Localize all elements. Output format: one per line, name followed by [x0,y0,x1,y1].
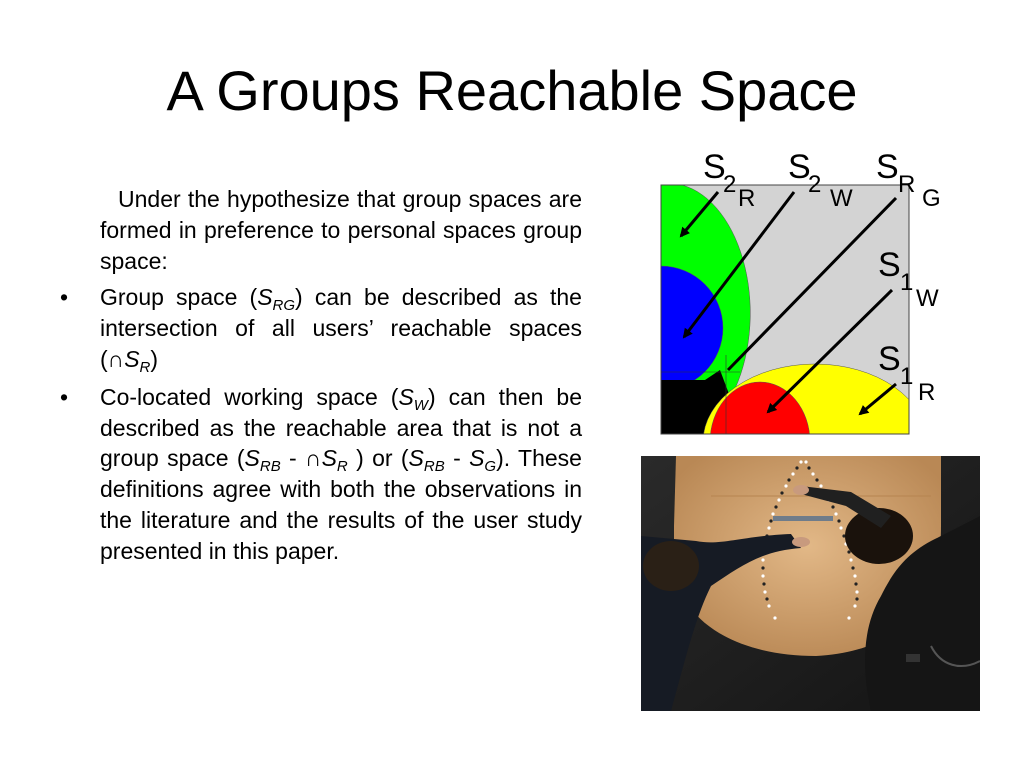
label-s1w-s: S [878,246,901,284]
label-srg-n: R [898,171,916,198]
body-text [60,184,582,574]
b1-post: ) [150,345,159,372]
label-s1r-s: S [878,340,901,378]
label-s2r-n: 2 [723,171,737,198]
label-s1r-n: 1 [900,363,914,390]
slide-title: A Groups Reachable Space [166,59,858,122]
intro-paragraph [60,184,582,276]
label-s1w-l: W [916,285,939,312]
b2-sub2: RB [259,458,281,476]
b2-mid4: - [444,445,470,472]
bullet-marker: • [60,284,69,311]
b1-sub: RG [272,297,296,315]
reachable-space-diagram [660,150,960,440]
b2-sym5: S [469,445,485,472]
overhead-photo [641,456,980,711]
b1-sym: S [257,284,273,311]
b2-mid3: ) or ( [347,445,409,472]
photo-device [906,654,920,662]
overhead-photo-svg [641,456,980,711]
b2-sub3: R [336,458,348,476]
b2-sym: S [398,383,414,410]
photo-ruler [773,516,833,521]
b2-sym3: S [321,445,337,472]
b2-post: ). These definitions agree with both the observations in the literature and the results of the user study presented in this paper. [100,445,582,564]
bullet-group-space [60,282,582,374]
b2-sub5: G [484,458,497,476]
label-s2w-n: 2 [808,171,822,198]
b2-sym4: S [408,445,424,472]
b1-mid: ) can be described as the intersection of all users’ reachable spaces (∩ [100,284,582,372]
b2-pre: Co-located working space ( [100,383,399,410]
b1-sym2: S [124,345,140,372]
person-left-head [643,541,699,591]
b2-mid2: - ∩ [280,445,322,472]
person-left-hand [792,537,810,547]
label-s2r-l: R [738,185,756,212]
person-right-hand [793,485,809,495]
label-s1r-l: R [918,379,936,406]
b2-mid1: ) can then be described as the reachable area that is not a group space ( [100,383,582,472]
bullet-working-space [60,382,582,567]
b2-sub: W [413,396,428,414]
label-s1w-n: 1 [900,269,914,296]
label-s2w-s: S [788,150,811,186]
b1-sub2: R [139,358,151,376]
label-s2r-s: S [703,150,726,186]
b2-sym2: S [244,445,260,472]
bullet-marker: • [60,383,69,410]
label-s2w-l: W [830,185,853,212]
b1-pre: Group space ( [100,284,258,311]
b2-sub4: RB [423,458,445,476]
label-srg-l: G [922,185,941,212]
diagram-svg [660,150,960,440]
intro-text: Under the hypothesize that group spaces are formed in preference to personal spaces group space: [100,186,582,274]
label-srg-s: S [876,150,899,186]
